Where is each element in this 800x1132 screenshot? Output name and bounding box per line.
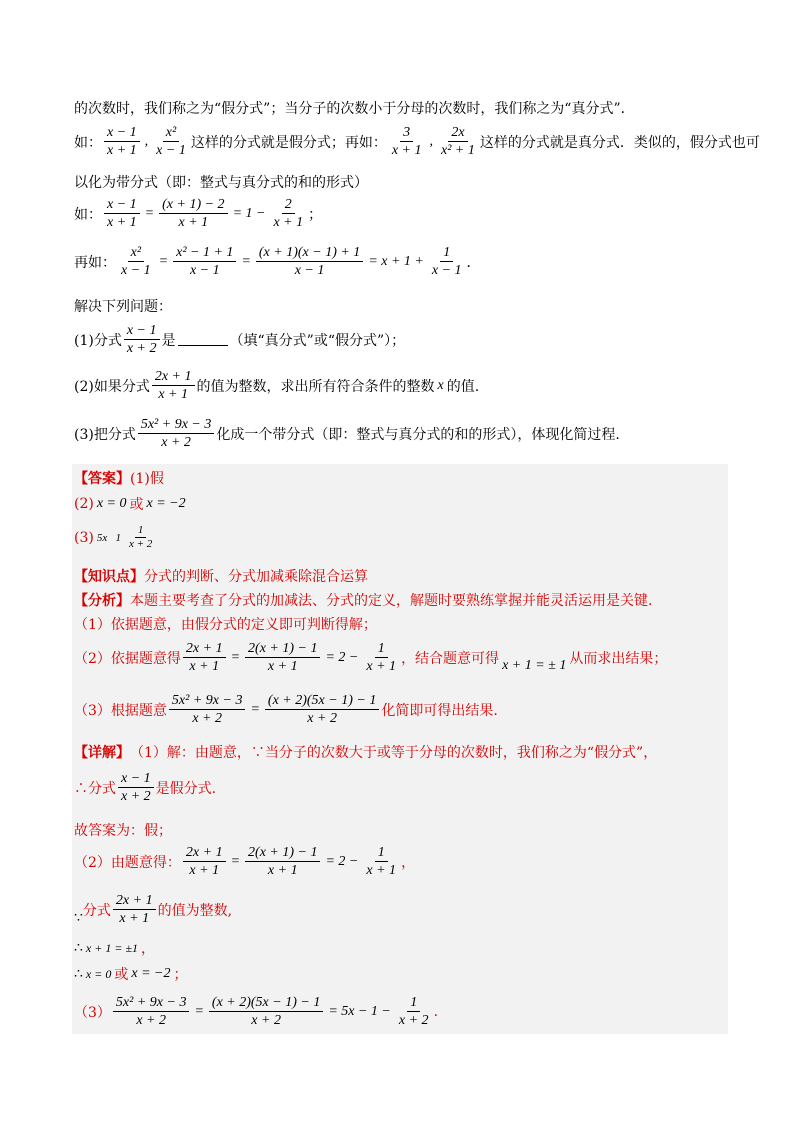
fraction: $\frac{2x + 1}{x + 1}$ (183, 844, 226, 879)
intro-text: 这样的分式就是真分式．类似的，假分式也可 (479, 134, 760, 151)
fraction: $\frac{(x + 2)(5x - 1) - 1}{x + 2}$ (265, 692, 379, 727)
intro-line-3 (74, 172, 368, 192)
fraction: $\frac{x - 1}{x + 1}$ (104, 196, 140, 231)
answer-blank[interactable] (178, 333, 228, 346)
detail-5: ∵ 分式 $\frac{2x + 1}{x + 1}$ 的值为整数, (74, 893, 233, 926)
fraction: $\frac{\text{x²}}{x - 1}$ (121, 245, 151, 278)
question-3: (3)把分式 $\frac{\text{5x² + 9x − 3}}{x + 2}$ 化成一个带分式（即：整式与真分式的和的形式），体现化简过程. (74, 417, 620, 450)
fraction: $\frac{\text{5x² + 9x − 3}}{x + 2}$ (169, 692, 246, 727)
fraction: $\frac{x - 1}{x + 2}$ (124, 322, 160, 357)
answer-line-1: 【答案】 (1)假 (74, 468, 164, 488)
intro-text: 的次数时，我们称之为“假分式”；当分子的次数小于分母的次数时，我们称之为“真分式”． (74, 101, 635, 117)
fraction: $\frac{2(x + 1) - 1}{x + 1}$ (245, 640, 320, 675)
question-2: (2)如果分式 $\frac{2x + 1}{x + 1}$ 的值为整数，求出所有符合条件的整数 x 的值. (74, 369, 480, 402)
detail-4: （2）由题意得： $\frac{2x + 1}{x + 1}$ = $\frac{2(x + 1) - 1}{x + 1}$ = 2 − $\frac{1}{x + 1}$ ， (74, 845, 416, 878)
fraction: $\frac{2(x + 1) - 1}{x + 1}$ (245, 844, 320, 879)
fraction: $\frac{x - 1}{x + 1}$ (104, 124, 140, 159)
detail-8: （3） $\frac{\text{5x² + 9x − 3}}{x + 2}$ = $\frac{(x + 2)(5x - 1) - 1}{x + 2}$ = 5x − 1 − $\frac{1}{x + 2}$ . (74, 995, 439, 1028)
intro-line-2: 如： $\frac{x - 1}{x + 1}$ , $\frac{\text{x²}}{x - 1}$ 这样的分式就是假分式；再如： $\frac{3}{x + 1}$ , $\frac{2x}{\text{x² + 1}}$ 这样的分式就是真分式．类似的，假分式也可 (74, 125, 760, 158)
intro-label: 再如： (74, 254, 116, 271)
prompt-line (74, 296, 172, 316)
intro-label: 如： (74, 134, 102, 151)
intro-text: 这样的分式就是假分式；再如： (190, 134, 387, 151)
fraction: $\frac{(x + 1) - 2}{x + 1}$ (159, 196, 227, 231)
fraction: $\frac{1}{x + 2}$ (398, 995, 429, 1028)
fraction: $\frac{2x + 1}{x + 1}$ (152, 368, 195, 403)
intro-line-4: 如： $\frac{x - 1}{x + 1}$ = $\frac{(x + 1) - 2}{x + 1}$ = 1 − $\frac{2}{x + 1}$ ； (74, 197, 323, 230)
fraction: $\frac{1}{x - 1}$ (431, 245, 462, 278)
fraction: $\frac{1}{x + 1}$ (366, 845, 397, 878)
analysis-2: （2）依据题意得 $\frac{2x + 1}{x + 1}$ = $\frac{2(x + 1) - 1}{x + 1}$ = 2 − $\frac{1}{x + 1}$ ，结合题意可得 x + 1 = ± 1 从而求出结果； (74, 641, 668, 674)
fraction: $\frac{\text{x² − 1 + 1}}{x - 1}$ (173, 244, 236, 279)
intro-line-5: 再如： $\frac{\text{x²}}{x - 1}$ = $\frac{\text{x² − 1 + 1}}{x - 1}$ = $\frac{(x + 1)(x - 1) + 1}{x - 1}$ = x + 1 + $\frac{1}{x - 1}$ ． (74, 245, 481, 278)
fraction: $\frac{1}{x + 2}$ (128, 524, 153, 550)
knowledge-line: 【知识点】 分式的判断、分式加减乘除混合运算 (74, 566, 368, 586)
detail-7: ∴ x = 0 或 x = −2 ； (74, 966, 188, 983)
fraction: $\frac{\text{5x² + 9x − 3}}{x + 2}$ (113, 994, 190, 1029)
fraction: $\frac{\text{x²}}{x - 1}$ (156, 125, 186, 158)
detail-label: 【详解】 (74, 745, 130, 761)
fraction: $\frac{2x + 1}{x + 1}$ (113, 892, 156, 927)
answer-label: 【答案】 (74, 471, 130, 487)
analysis-3: （3）根据题意 $\frac{\text{5x² + 9x − 3}}{x + 2}$ = $\frac{(x + 2)(5x - 1) - 1}{x + 2}$ 化简即可得出结果. (74, 693, 498, 726)
detail-6: ∴ x + 1 = ±1 ， (74, 940, 156, 957)
fraction: $\frac{(x + 1)(x - 1) + 1}{x - 1}$ (256, 244, 363, 279)
fraction: $\frac{2}{x + 1}$ (273, 197, 304, 230)
detail-3: 故答案为：假； (74, 823, 172, 839)
fraction: $\frac{2x}{\text{x² + 1}}$ (441, 125, 475, 158)
fraction: $\frac{2x + 1}{x + 1}$ (183, 640, 226, 675)
fraction: $\frac{3}{x + 1}$ (391, 125, 422, 158)
answer-line-3: (3) 5x 1 $\frac{1}{x + 2}$ (74, 524, 157, 551)
answer-line-2: (2) x = 0 或 x = −2 (74, 496, 186, 513)
intro-line-1 (74, 98, 635, 118)
question-1: (1)分式 $\frac{x - 1}{x + 2}$ 是 （填“真分式”或“假分式”）； (74, 323, 406, 356)
fraction: $\frac{\text{5x² + 9x − 3}}{x + 2}$ (138, 416, 215, 451)
detail-2: ∴分式 $\frac{x - 1}{x + 2}$ 是假分式. (74, 771, 217, 804)
fraction: $\frac{(x + 2)(5x - 1) - 1}{x + 2}$ (209, 994, 323, 1029)
intro-label: 如： (74, 206, 102, 223)
intro-text: 以化为带分式（即：整式与真分式的和的形式） (74, 175, 368, 191)
fraction: $\frac{1}{x + 1}$ (366, 641, 397, 674)
analysis-line: 【分析】 本题主要考查了分式的加减法、分式的定义，解题时要熟练掌握并能灵活运用是关键. (74, 590, 652, 610)
fraction: $\frac{x - 1}{x + 2}$ (118, 770, 154, 805)
knowledge-label: 【知识点】 (74, 569, 144, 585)
analysis-1: （1）依据题意，由假分式的定义即可判断得解； (74, 617, 377, 633)
detail-line: 【详解】 （1）解：由题意，∵当分子的次数大于或等于分母的次数时，我们称之为“假分式”， (74, 742, 657, 762)
prompt-text: 解决下列问题： (74, 299, 172, 315)
analysis-label: 【分析】 (74, 593, 130, 609)
